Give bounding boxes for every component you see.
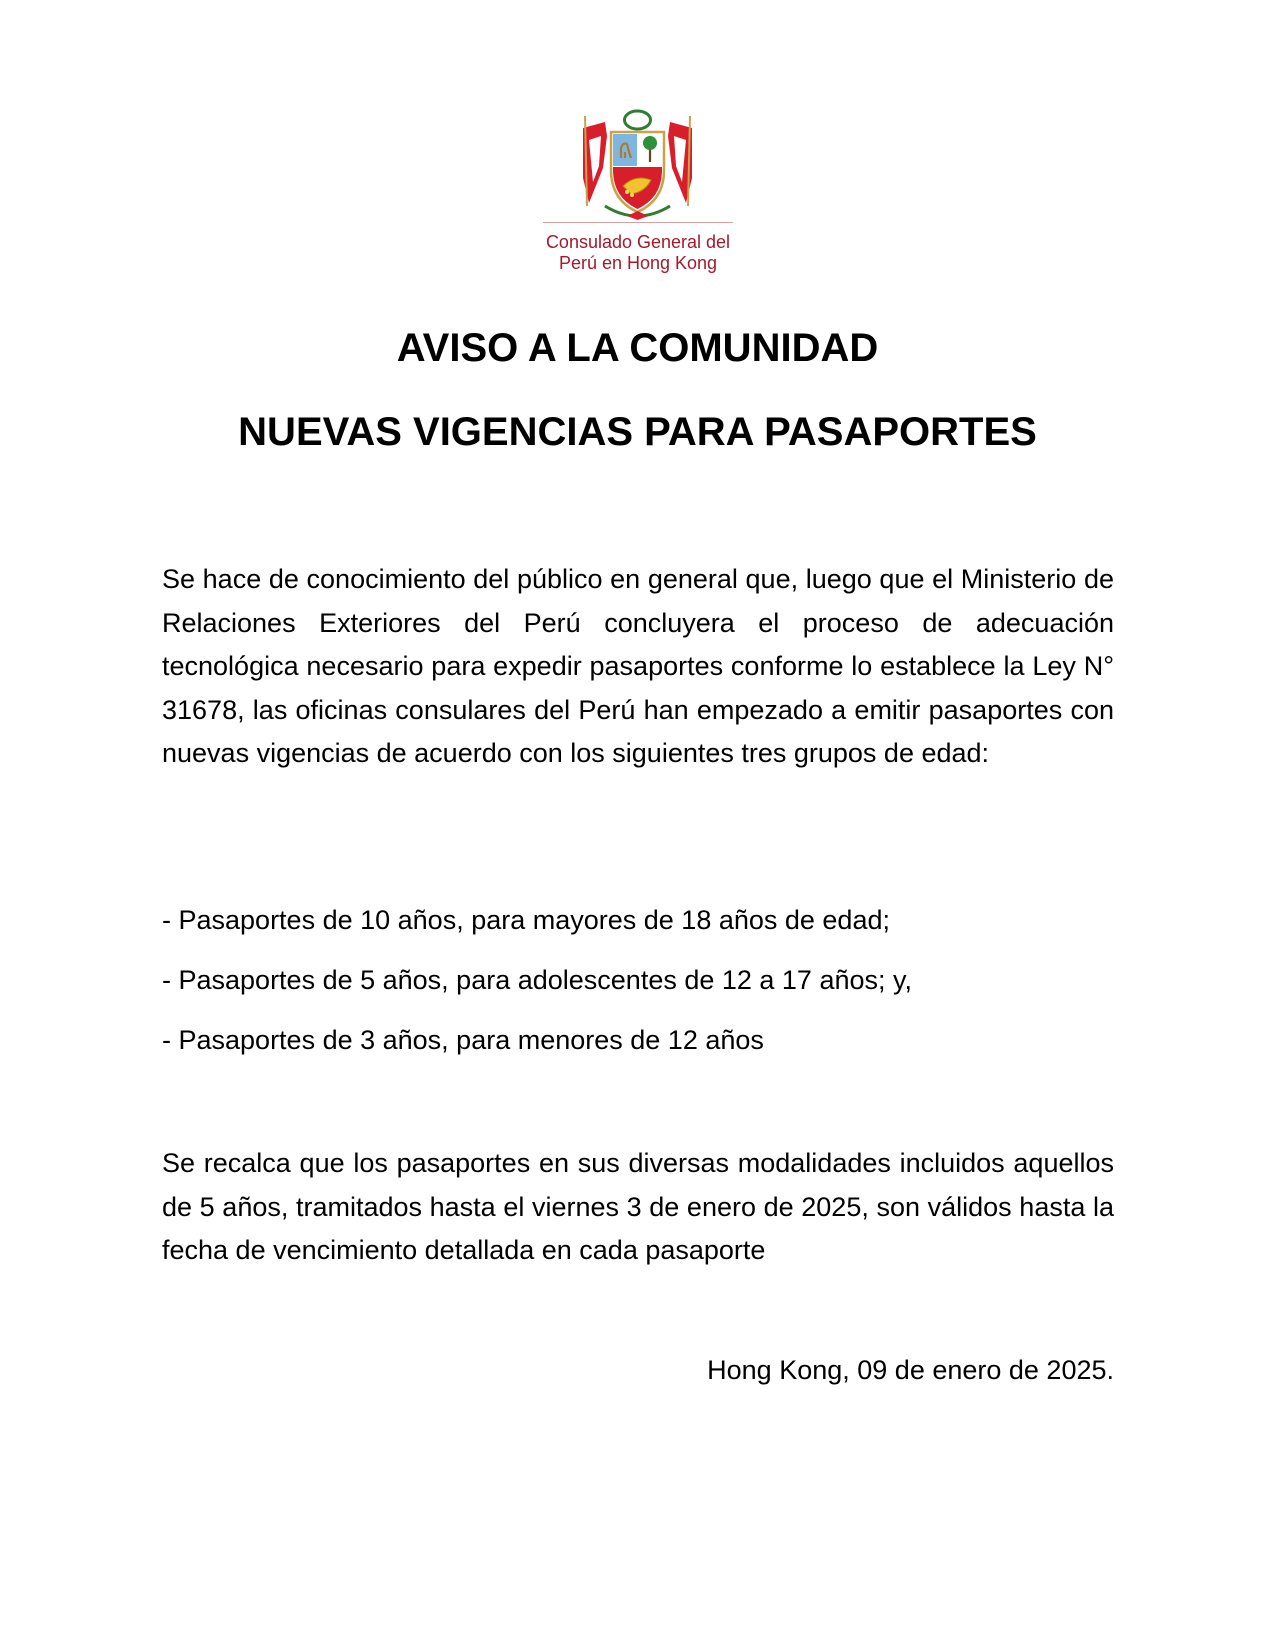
page-title: AVISO A LA COMUNIDAD [396,326,879,370]
passport-validity-list [162,900,1114,1080]
place-and-date: Hong Kong, 09 de enero de 2025. [707,1355,1114,1385]
page-subtitle: NUEVAS VIGENCIAS PARA PASAPORTES [238,410,1037,454]
list-item: - Pasaportes de 5 años, para adolescentes de 12 a 17 años; y, [162,965,913,995]
peru-coat-of-arms-icon [575,108,700,226]
intro-paragraph: Se hace de conocimiento del público en general que, luego que el Ministerio de Relaciones Exteriores del Perú concluyera el proceso de adecuación tecnológica necesario para expedir pasaportes conforme lo establece la Ley N° 31678, las oficinas consulares del Perú han empezado a emitir pasaportes con nuevas vigencias de acuerdo con los siguientes tres grupos de edad: [162,564,1114,768]
list-item: - Pasaportes de 3 años, para menores de 12 años [162,1025,764,1055]
consulate-name-line2: Perú en Hong Kong [558,253,718,273]
header-divider [543,222,733,223]
list-item: - Pasaportes de 10 años, para mayores de 18 años de edad; [162,905,890,935]
validity-note-paragraph: Se recalca que los pasaportes en sus diversas modalidades incluidos aquellos de 5 años, tramitados hasta el viernes 3 de enero de 2025, son válidos hasta la fecha de vencimiento detallada en cada pasaporte [162,1148,1114,1265]
consulate-name [500,232,776,274]
consulate-name-line1: Consulado General del [545,232,731,252]
